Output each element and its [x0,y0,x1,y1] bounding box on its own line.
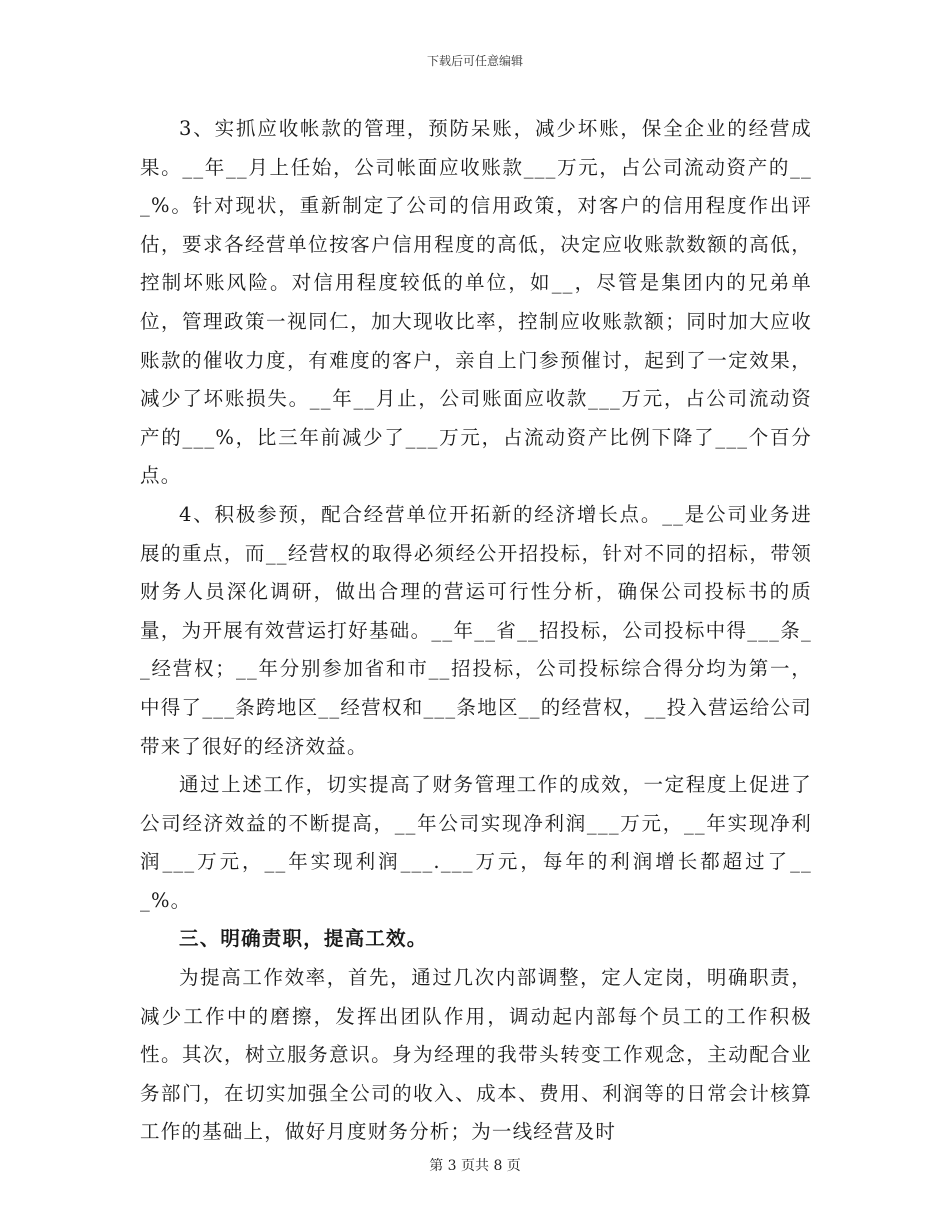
section-heading: 三、明确责职，提高工效。 [179,927,428,951]
paragraph-results: 通过上述工作，切实提高了财务管理工作的成效，一定程度上促进了公司经济效益的不断提高，__年公司实现净利润___万元，__年实现净利润___万元，__年实现利润___.___万元，每年的利润增长都超过了___%。 [140,773,812,912]
paragraph-efficiency: 为提高工作效率，首先，通过几次内部调整，定人定岗，明确职责，减少工作中的磨擦，发挥出团队作用，调动起内部每个员工的工作积极性。其次，树立服务意识。身为经理的我带头转变工作观念，主动配合业务部门，在切实加强全公司的收入、成本、费用、利润等的日常会计核算工作的基础上，做好月度财务分析；为一线经营及时 [140,966,812,1144]
paragraph-growth-points: 4、积极参预，配合经营单位开拓新的经济增长点。__是公司业务进展的重点，而__经营权的取得必须经公开招投标，针对不同的招标，带领财务人员深化调研，做出合理的营运可行性分析，确保公司投标书的质量，为开展有效营运打好基础。__年__省__招投标，公司投标中得___条__经营权；__年分别参加省和市__招投标，公司投标综合得分均为第一，中得了___条跨地区__经营权和___条地区__的经营权，__投入营运给公司带来了很好的经济效益。 [140,502,812,758]
document-body [140,110,812,1152]
page-header: 下载后可任意编辑 [426,54,523,68]
paragraph-receivables: 3、实抓应收帐款的管理，预防呆账，减少坏账，保全企业的经营成果。__年__月上任始，公司帐面应收账款___万元，占公司流动资产的___%。针对现状，重新制定了公司的信用政策，对客户的信用程度作出评估，要求各经营单位按客户信用程度的高低，决定应收账款数额的高低，控制坏账风险。对信用程度较低的单位，如__，尽管是集团内的兄弟单位，管理政策一视同仁，加大现收比率，控制应收账款额；同时加大应收账款的催收力度，有难度的客户，亲自上门参预催讨，起到了一定效果，减少了坏账损失。__年__月止，公司账面应收款___万元，占公司流动资产的___%，比三年前减少了___万元，占流动资产比例下降了___个百分点。 [140,117,812,488]
page-footer: 第 3 页共 8 页 [429,1158,521,1174]
